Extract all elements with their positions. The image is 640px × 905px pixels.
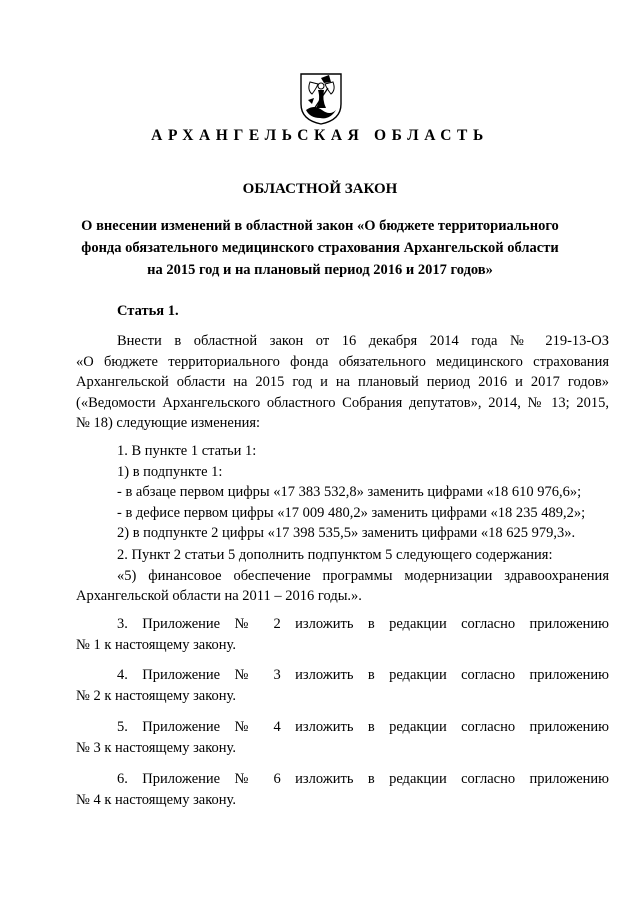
title-line: фонда обязательного медицинского страхования Архангельской области <box>81 240 559 256</box>
item-line: «5) финансовое обеспечение программы модернизации здравоохранения <box>117 567 609 584</box>
item-line: Архангельской области на 2011 – 2016 годы.». <box>76 588 362 604</box>
item-3-paragraph <box>76 614 609 655</box>
intro-line: № 18) следующие изменения: <box>76 415 261 431</box>
document-title <box>76 215 564 281</box>
arkhangelsk-coat-of-arms-icon <box>298 70 344 126</box>
item-6-paragraph <box>76 769 609 810</box>
article-heading: Статья 1. <box>117 303 179 319</box>
item-line: № 3 к настоящему закону. <box>76 739 236 756</box>
region-name: АРХАНГЕЛЬСКАЯ ОБЛАСТЬ <box>151 127 489 144</box>
intro-line: «О бюджете территориального фонда обязательного медицинского страхования <box>76 353 609 370</box>
title-line: О внесении изменений в областной закон «О бюджете территориального <box>81 218 559 234</box>
item-1-paragraph <box>76 441 609 544</box>
item-line: - в абзаце первом цифры «17 383 532,8» заменить цифрами «18 610 976,6»; <box>117 484 582 500</box>
intro-paragraph <box>76 331 609 434</box>
item-4-paragraph <box>76 665 609 706</box>
document-type: ОБЛАСТНОЙ ЗАКОН <box>242 181 398 197</box>
item-line: 5. Приложение № 4 изложить в редакции согласно приложению <box>117 719 609 735</box>
item-line: 1) в подпункте 1: <box>117 463 223 480</box>
item-line: № 1 к настоящему закону. <box>76 636 236 653</box>
title-line: на 2015 год и на плановый период 2016 и 2017 годов» <box>147 262 493 278</box>
item-line: 1. В пункте 1 статьи 1: <box>117 443 257 459</box>
item-2-paragraph <box>76 545 609 607</box>
item-line: 3. Приложение № 2 изложить в редакции согласно приложению <box>117 616 609 632</box>
item-line: № 4 к настоящему закону. <box>76 791 236 808</box>
intro-line: Внести в областной закон от 16 декабря 2014 года № 219-13-ОЗ <box>117 333 609 349</box>
item-5-paragraph <box>76 717 609 758</box>
item-line: - в дефисе первом цифры «17 009 480,2» заменить цифрами «18 235 489,2»; <box>117 504 586 521</box>
item-line: 2) в подпункте 2 цифры «17 398 535,5» заменить цифрами «18 625 979,3». <box>117 525 576 541</box>
item-line: 2. Пункт 2 статьи 5 дополнить подпунктом 5 следующего содержания: <box>117 547 553 563</box>
item-line: 6. Приложение № 6 изложить в редакции согласно приложению <box>117 771 609 787</box>
intro-line: («Ведомости Архангельского областного Собрания депутатов», 2014, № 13; 2015, <box>76 394 609 411</box>
item-line: 4. Приложение № 3 изложить в редакции согласно приложению <box>117 667 609 683</box>
item-line: № 2 к настоящему закону. <box>76 687 236 704</box>
intro-line: Архангельской области на 2015 год и на плановый период 2016 и 2017 годов» <box>76 374 609 390</box>
